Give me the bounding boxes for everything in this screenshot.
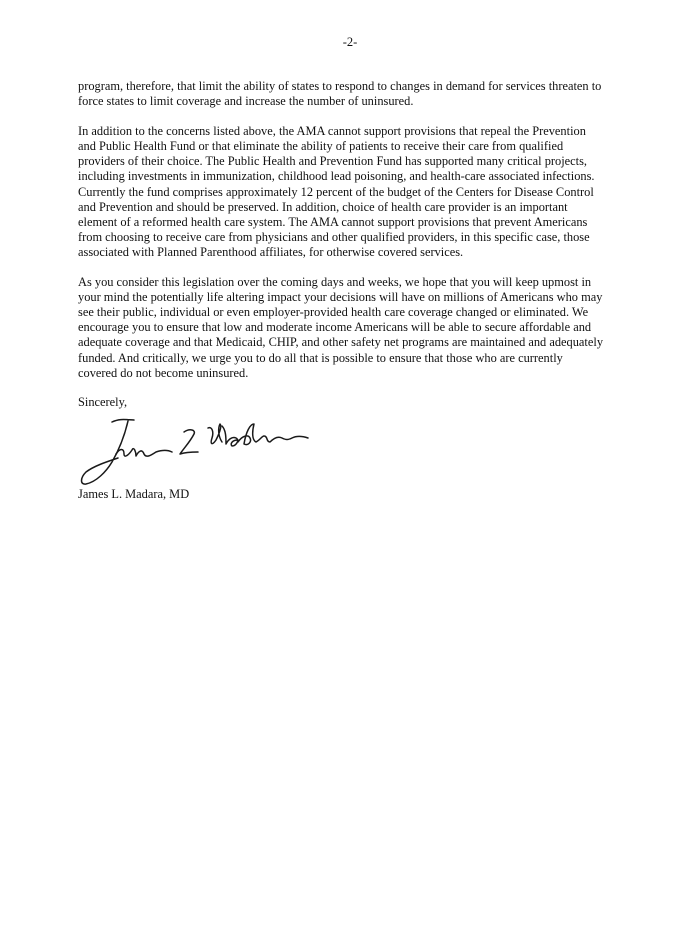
text-line: and Public Health Fund or that eliminate the ability of patients to receive their care from qualified [78, 139, 564, 154]
paragraph [78, 79, 633, 109]
text-line: As you consider this legislation over the coming days and weeks, we hope that you will keep upmost in [78, 275, 592, 290]
text-line: In addition to the concerns listed above, the AMA cannot support provisions that repeal the Prevention [78, 124, 586, 139]
letter-body [78, 79, 633, 396]
text-line: providers of their choice. The Public Health and Prevention Fund has supported many critical projects, [78, 154, 588, 169]
paragraph [78, 275, 633, 381]
signer-name: James L. Madara, MD [78, 487, 190, 501]
text-line: force states to limit coverage and increase the number of uninsured. [78, 94, 414, 109]
text-line: funded. And critically, we urge you to do all that is possible to ensure that those who are currently [78, 350, 563, 365]
text-line: covered do not become uninsured. [78, 365, 249, 380]
text-line: and Prevention and should be preserved. In addition, choice of health care provider is an important [78, 199, 568, 214]
text-line: Currently the fund comprises approximately 12 percent of the budget of the Centers for Disease Control [78, 184, 594, 199]
page-number: -2- [342, 35, 358, 49]
paragraph [78, 124, 633, 260]
text-line: see their public, individual or even employer-provided health care coverage changed or eliminated. We [78, 305, 589, 320]
signature-text: James L. Madara [76, 412, 83, 413]
text-line: element of a reformed health care system. The AMA cannot support provisions that prevent Americans [78, 214, 588, 229]
text-line: associated with Planned Parenthood affiliates, for otherwise covered services. [78, 244, 464, 259]
handwritten-signature [76, 412, 316, 488]
text-line: adequate coverage and that Medicaid, CHIP, and other safety net programs are maintained and adequately [78, 335, 604, 350]
closing-salutation: Sincerely, [78, 395, 128, 409]
text-line: including investments in immunization, childhood lead poisoning, and health-care associated infections. [78, 169, 595, 184]
text-line: encourage you to ensure that low and moderate income Americans will be able to secure affordable and [78, 320, 592, 335]
text-line: your mind the potentially life altering impact your decisions will have on millions of Americans who may [78, 290, 603, 305]
text-line: from choosing to receive care from physicians and other qualified providers, in this specific case, those [78, 229, 590, 244]
text-line: program, therefore, that limit the ability of states to respond to changes in demand for services threaten to [78, 79, 602, 93]
